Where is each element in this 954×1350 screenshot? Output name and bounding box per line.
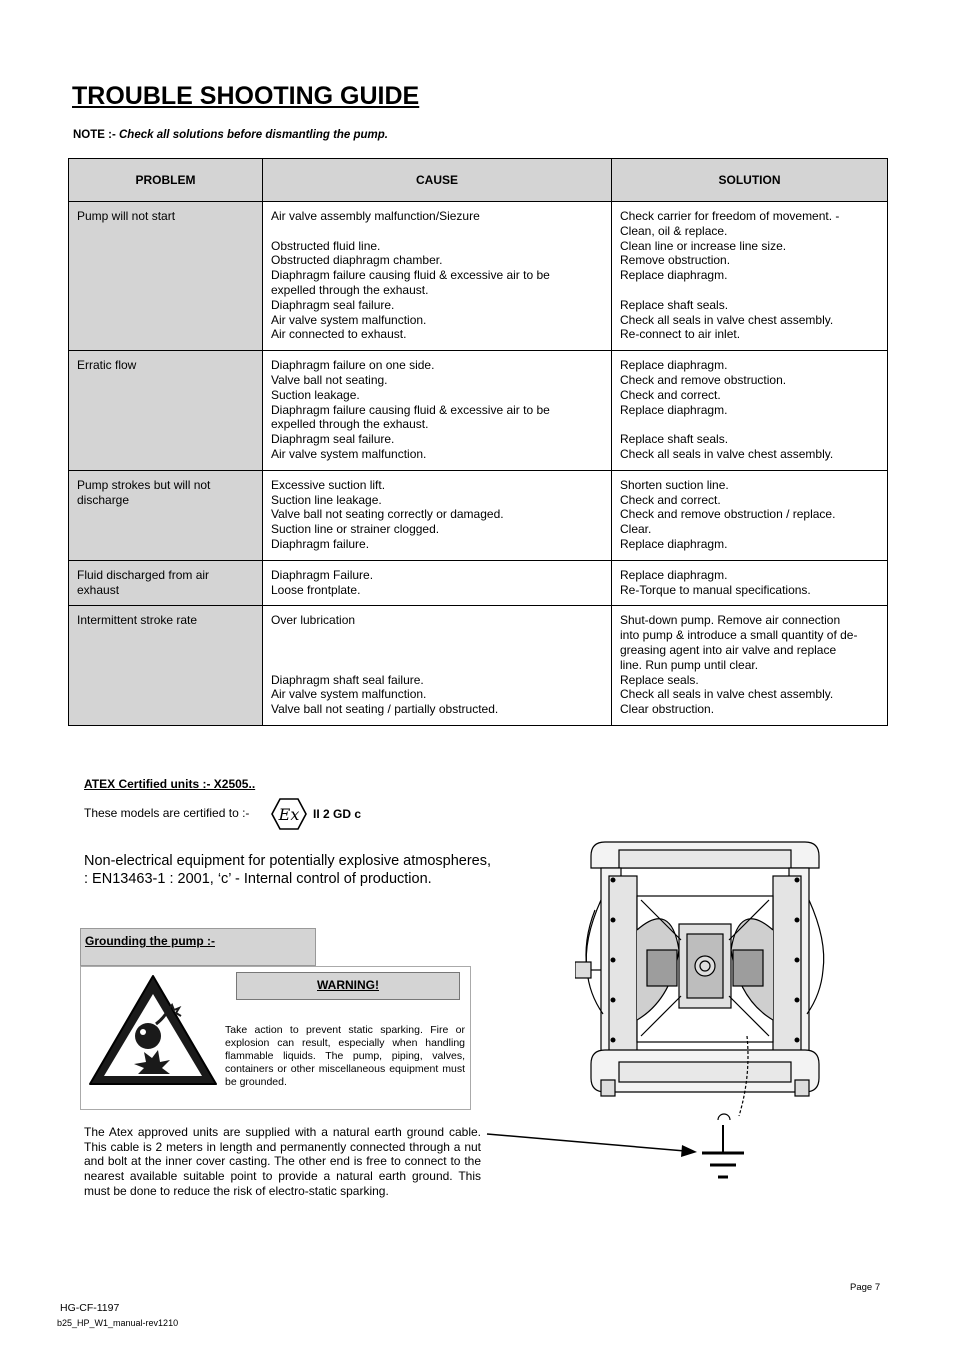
solution-line: [620, 417, 879, 432]
page-number: Page 7: [850, 1282, 881, 1293]
cause-line: [271, 643, 603, 658]
cause-cell: [263, 606, 612, 726]
cause-line: Air valve system malfunction.: [271, 312, 427, 327]
solution-line: Replace diaphragm.: [620, 268, 728, 283]
cause-line: Obstructed fluid line.: [271, 238, 381, 253]
cause-cell: [263, 351, 612, 471]
solution-line: Re-Torque to manual specifications.: [620, 582, 811, 597]
note: [73, 129, 388, 141]
solution-line: Clean, oil & replace.: [620, 223, 728, 238]
cause-line: Obstructed diaphragm chamber.: [271, 253, 443, 268]
solution-line: Replace diaphragm.: [620, 358, 728, 373]
ex-hexagon-icon: [270, 797, 308, 831]
solution-cell: [612, 202, 888, 351]
nonelectrical-line-2: : EN13463-1 : 2001, ‘c’ - Internal control of production.: [84, 871, 432, 887]
solution-cell: [612, 560, 888, 606]
cause-line: Suction line leakage.: [271, 492, 382, 507]
solution-line: Check and correct.: [620, 492, 721, 507]
cause-line: Valve ball not seating correctly or damaged.: [271, 507, 504, 522]
problem-cell: Pump will not start: [69, 202, 263, 351]
problem-cell: Pump strokes but will not discharge: [69, 470, 263, 560]
solution-line: Shorten suction line.: [620, 477, 729, 492]
cause-line: Air valve assembly malfunction/Siezure: [271, 209, 480, 223]
cause-line: Excessive suction lift.: [271, 477, 386, 492]
earth-ground-icon: [698, 1125, 748, 1181]
document-filename: b25_HP_W1_manual-rev1210: [57, 1318, 179, 1328]
solution-line: Clean line or increase line size.: [620, 238, 787, 253]
solution-line: Check all seals in valve chest assembly.: [620, 312, 834, 327]
table-row: [69, 351, 888, 471]
solution-line: Replace diaphragm.: [620, 402, 728, 417]
cause-cell: [263, 202, 612, 351]
solution-line: Check all seals in valve chest assembly.: [620, 446, 834, 461]
cause-line: [271, 224, 603, 239]
cause-line: expelled through the exhaust.: [271, 282, 429, 297]
table-row: [69, 560, 888, 606]
solution-line: Check and remove obstruction.: [620, 372, 787, 387]
arrow-to-ground-icon: [485, 1130, 700, 1160]
cause-line: Diaphragm failure.: [271, 536, 370, 551]
cause-line: Diaphragm Failure.: [271, 567, 374, 582]
cause-line: Diaphragm seal failure.: [271, 297, 395, 312]
solution-line: [620, 283, 879, 298]
solution-line: into pump & introduce a small quantity of de-: [620, 628, 858, 643]
solution-line: Remove obstruction.: [620, 253, 731, 268]
table-row: [69, 202, 888, 351]
warning-title: WARNING!: [236, 972, 460, 1000]
solution-line: Shut-down pump. Remove air connection: [620, 613, 841, 628]
table-row: [69, 606, 888, 726]
solution-line: Replace seals.: [620, 672, 699, 687]
solution-line: Re-connect to air inlet.: [620, 327, 741, 342]
earth-cable-paragraph: The Atex approved units are supplied with a natural earth ground cable. This cable is 2 meters in length and permanently connected through a nut and bolt at the inner cover casting. The other end is free to connect to the nearest available suitable point to provide a natural earth ground. This must be done to reduce the risk of electro-static sparking.: [84, 1125, 481, 1198]
warning-text: Take action to prevent static sparking. Fire or explosion can result, especially when handling flammable liquids. The pump, piping, valves, containers or other miscellaneous equipment must be grounded.: [225, 1024, 465, 1088]
solution-line: line. Run pump until clear.: [620, 657, 759, 672]
grounding-heading: Grounding the pump :-: [85, 934, 215, 948]
note-prefix: NOTE :-: [73, 129, 119, 141]
cause-line: Diaphragm failure on one side.: [271, 358, 435, 373]
cause-line: [271, 628, 603, 643]
pump-diagram: [575, 840, 835, 1120]
solution-line: Clear obstruction.: [620, 702, 715, 717]
header-cause: CAUSE: [263, 159, 612, 202]
header-solution: SOLUTION: [612, 159, 888, 202]
solution-line: Check and remove obstruction / replace.: [620, 507, 836, 522]
note-text: Check all solutions before dismantling the pump.: [119, 129, 389, 141]
solution-line: Replace shaft seals.: [620, 297, 729, 312]
cause-cell: [263, 560, 612, 606]
certification-category: II 2 GD c: [313, 807, 362, 821]
cause-line: Valve ball not seating.: [271, 372, 388, 387]
problem-cell: Intermittent stroke rate: [69, 606, 263, 726]
solution-line: greasing agent into air valve and replace: [620, 642, 837, 657]
troubleshooting-table: [68, 158, 888, 726]
problem-cell: Erratic flow: [69, 351, 263, 471]
solution-cell: [612, 606, 888, 726]
table-row: [69, 470, 888, 560]
cause-line: Diaphragm shaft seal failure.: [271, 672, 424, 687]
table-body: [69, 202, 888, 726]
page-title: TROUBLE SHOOTING GUIDE: [72, 82, 420, 110]
cause-line: Air valve system malfunction.: [271, 687, 427, 702]
solution-line: Replace diaphragm.: [620, 567, 728, 582]
ex-symbol-text: Ex: [278, 805, 300, 824]
cause-line: Air valve system malfunction.: [271, 446, 427, 461]
certified-text: These models are certified to :-: [84, 806, 250, 820]
atex-heading: ATEX Certified units :- X2505..: [84, 777, 256, 791]
header-problem: PROBLEM: [69, 159, 263, 202]
document-code: HG-CF-1197: [60, 1302, 120, 1314]
solution-line: Check and correct.: [620, 387, 721, 402]
cause-line: Valve ball not seating / partially obstructed.: [271, 702, 499, 717]
solution-line: Clear.: [620, 522, 652, 537]
problem-cell: Fluid discharged from air exhaust: [69, 560, 263, 606]
solution-cell: [612, 351, 888, 471]
cause-line: Suction leakage.: [271, 387, 360, 402]
cause-line: Suction line or strainer clogged.: [271, 522, 440, 537]
cause-line: Over lubrication: [271, 613, 356, 628]
table-header-row: [69, 159, 888, 202]
nonelectrical-statement: [84, 852, 491, 888]
solution-cell: [612, 470, 888, 560]
cause-line: [271, 658, 603, 673]
solution-line: Replace diaphragm.: [620, 536, 728, 551]
nonelectrical-line-1: Non-electrical equipment for potentially explosive atmospheres,: [84, 853, 492, 869]
solution-line: Check all seals in valve chest assembly.: [620, 687, 834, 702]
cause-cell: [263, 470, 612, 560]
explosion-warning-icon: [86, 972, 220, 1090]
solution-line: Replace shaft seals.: [620, 432, 729, 447]
cause-line: Diaphragm failure causing fluid & excessive air to be: [271, 268, 550, 283]
cause-line: Air connected to exhaust.: [271, 327, 407, 342]
cause-line: Loose frontplate.: [271, 582, 361, 597]
cause-line: expelled through the exhaust.: [271, 417, 429, 432]
cause-line: Diaphragm failure causing fluid & excessive air to be: [271, 402, 550, 417]
cause-line: Diaphragm seal failure.: [271, 432, 395, 447]
solution-line: Check carrier for freedom of movement. -: [620, 209, 840, 223]
